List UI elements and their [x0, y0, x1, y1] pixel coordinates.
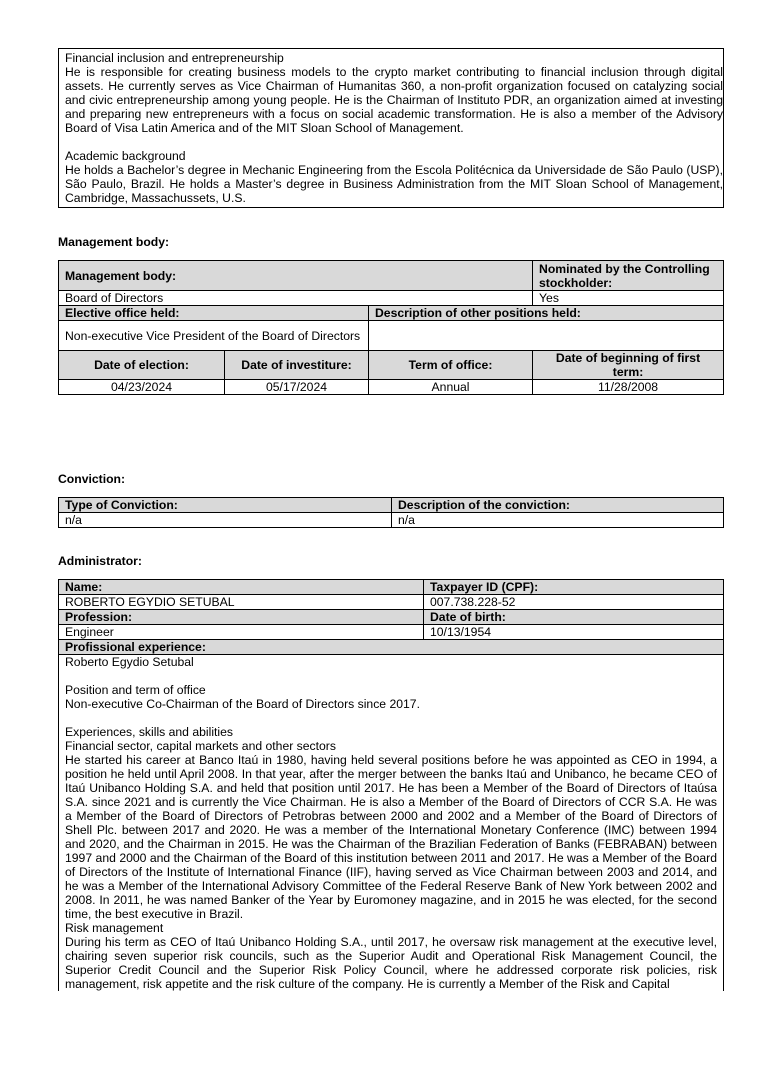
conviction-table: [58, 497, 724, 528]
name-label: Name:: [59, 580, 424, 595]
professional-experience-content: [59, 655, 724, 992]
experience-person-name: Roberto Egydio Setubal: [65, 655, 194, 669]
financial-inclusion-text: He is responsible for creating business models to the crypto market contributing to financial inclusion through digital assets. He currently serves as Vice Chairman of Humanitas 360, a non-profit organization focused on catalyzing social and civic entrepreneurship among young people. He is the Chairman of Instituto PDR, an organization aimed at investing and preparing new entrepreneurs with a focus on social academic transformation. He is also a member of the Advisory Board of Visa Latin America and of the MIT Sloan School of Management.: [65, 65, 723, 135]
term-of-office-label: Term of office:: [369, 351, 533, 380]
other-positions-label: Description of other positions held:: [369, 306, 724, 321]
date-of-investiture-label: Date of investiture:: [225, 351, 369, 380]
risk-management-heading: Risk management: [65, 921, 164, 935]
first-term-date-value: 11/28/2008: [533, 380, 724, 395]
management-body-label: Management body:: [59, 261, 533, 291]
skills-heading: Experiences, skills and abilities: [65, 725, 233, 739]
term-of-office-value: Annual: [369, 380, 533, 395]
profession-label: Profession:: [59, 610, 424, 625]
academic-background-text: He holds a Bachelor’s degree in Mechanic Engineering from the Escola Politécnica da Universidade de São Paulo (USP), São Paulo, Brazil. He holds a Master’s degree in Business Administration from the MIT Sloan School of Management, Cambridge, Massachussets, U.S.: [65, 163, 723, 205]
professional-experience-label: Profissional experience:: [59, 640, 724, 655]
risk-management-text: During his term as CEO of Itaú Unibanco Holding S.A., until 2017, he oversaw risk management at the executive level, chairing seven superior risk councils, such as the Superior Audit and Operational Risk Management Council, the Superior Credit Council and the Superior Risk Policy Council, where he addressed corporate risk policies, risk management, risk appetite and the risk culture of the company. He is currently a Member of the Risk and Capital: [65, 935, 717, 991]
profession-value: Engineer: [59, 625, 424, 640]
management-body-value: Board of Directors: [59, 291, 533, 306]
nominated-value: Yes: [533, 291, 724, 306]
date-of-election-label: Date of election:: [59, 351, 225, 380]
other-positions-value: [369, 321, 724, 351]
conviction-description-value: n/a: [392, 513, 724, 528]
name-value: ROBERTO EGYDIO SETUBAL: [59, 595, 424, 610]
date-of-birth-value: 10/13/1954: [424, 625, 724, 640]
taxpayer-id-label: Taxpayer ID (CPF):: [424, 580, 724, 595]
management-body-table: [58, 260, 724, 395]
date-of-birth-label: Date of birth:: [424, 610, 724, 625]
financial-sector-text: He started his career at Banco Itaú in 1980, having held several positions before he was appointed as CEO in 1994, a position he held until April 2008. In that year, after the merger between the banks Itaú and Unibanco, he became CEO of Itaú Unibanco Holding S.A. and held that position until 2017. He has been a Member of the Board of Directors of Itaúsa S.A. since 2021 and is currently the Vice Chairman. He is also a Member of the Board of Directors of CCR S.A. He was a Member of the Board of Directors of Petrobras between 2000 and 2002 and a Member of the Board of Directors of Shell Plc. between 2017 and 2020. He was a member of the International Monetary Conference (IMC) between 1994 and 2020, and the Chairman in 2015. He was the Chairman of the Brazilian Federation of Banks (FEBRABAN) between 1997 and 2000 and the Chairman of the Board of this institution between 2011 and 2017. He was a Member of the Board of Directors of the Institute of International Finance (IIF), having served as Vice Chairman between 2003 and 2014, and he was a Member of the International Advisory Committee of the Federal Reserve Bank of New York between 2002 and 2008. In 2011, he was named Banker of the Year by Euromoney magazine, and in 2015 he was elected, for the second time, the best executive in Brazil.: [65, 753, 717, 921]
first-term-date-label: Date of beginning of first term:: [533, 351, 724, 380]
taxpayer-id-value: 007.738.228-52: [424, 595, 724, 610]
position-text: Non-executive Co-Chairman of the Board of Directors since 2017.: [65, 697, 420, 711]
date-of-election-value: 04/23/2024: [59, 380, 225, 395]
academic-background-heading: Academic background: [65, 149, 186, 163]
management-body-section-title: Management body:: [58, 235, 170, 249]
conviction-type-value: n/a: [59, 513, 392, 528]
position-heading: Position and term of office: [65, 683, 206, 697]
financial-inclusion-heading: Financial inclusion and entrepreneurship: [65, 51, 284, 65]
administrator-section-title: Administrator:: [58, 554, 142, 568]
administrator-table: [58, 579, 724, 991]
date-of-investiture-value: 05/17/2024: [225, 380, 369, 395]
elective-office-label: Elective office held:: [59, 306, 369, 321]
financial-sector-heading: Financial sector, capital markets and other sectors: [65, 739, 336, 753]
elective-office-value: Non-executive Vice President of the Board of Directors: [59, 321, 369, 351]
nominated-by-controlling-label: Nominated by the Controlling stockholder:: [533, 261, 724, 291]
conviction-section-title: Conviction:: [58, 472, 126, 486]
biography-continuation-box: [58, 48, 724, 208]
conviction-description-label: Description of the conviction:: [392, 498, 724, 513]
conviction-type-label: Type of Conviction:: [59, 498, 392, 513]
